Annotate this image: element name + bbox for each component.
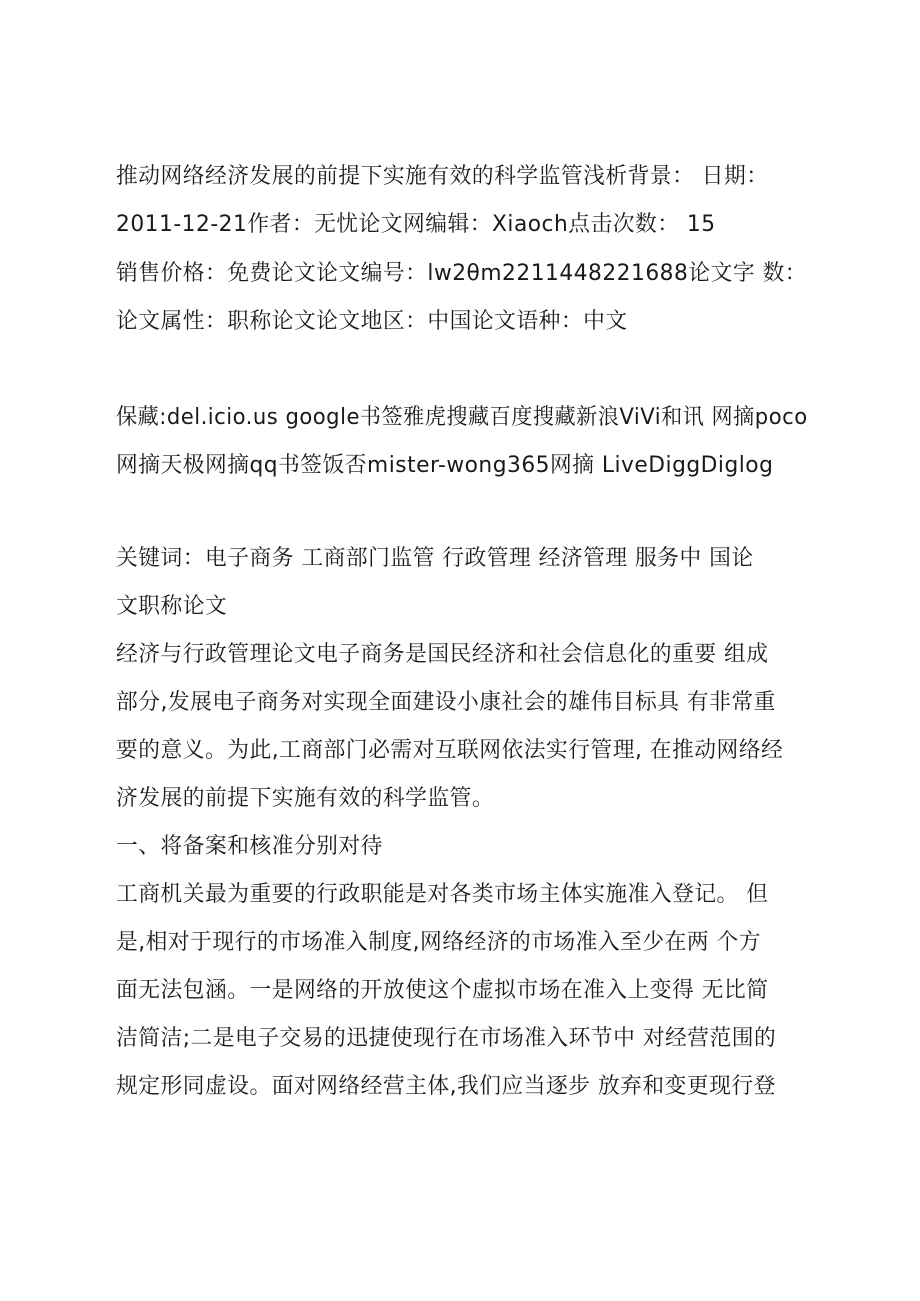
header-line-date-author: 2011-12-21作者：无忧论文网编辑：Xiaoch点击次数： 15	[116, 212, 716, 237]
keywords-line: 文职称论文	[116, 594, 228, 619]
paragraph-line: 工商机关最为重要的行政职能是对各类市场主体实施准入登记。 但	[116, 882, 769, 907]
paragraph-line: 部分,发展电子商务对实现全面建设小康社会的雄伟目标具 有非常重	[116, 690, 776, 715]
paragraph-line: 是,相对于现行的市场准入制度,网络经济的市场准入至少在两 个方	[116, 930, 762, 955]
header-line-title: 推动网络经济发展的前提下实施有效的科学监管浅析背景： 日期：	[116, 164, 769, 189]
paragraph-line: 规定形同虚设。面对网络经营主体,我们应当逐步 放弃和变更现行登	[116, 1074, 776, 1099]
paragraph-line: 洁简洁;二是电子交易的迅捷使现行在市场准入环节中 对经营范围的	[116, 1026, 777, 1051]
paragraph-line: 要的意义。为此,工商部门必需对互联网依法实行管理, 在推动网络经	[116, 738, 784, 763]
section-heading: 一、将备案和核准分别对待	[116, 834, 383, 859]
paragraph-line: 面无法包涵。一是网络的开放使这个虚拟市场在准入上变得 无比简	[116, 978, 769, 1003]
header-line-attributes: 论文属性：职称论文论文地区：中国论文语种：中文	[116, 309, 628, 334]
bookmark-line: 保藏:del.icio.us google书签雅虎搜藏百度搜藏新浪ViVi和讯 网摘poco	[116, 405, 808, 430]
keywords-line: 关键词：电子商务 工商部门监管 行政管理 经济管理 服务中 国论	[116, 546, 754, 571]
header-line-price-id: 销售价格：免费论文论文编号：lw2θm2211448221688论文字 数：	[116, 261, 807, 286]
paragraph-line: 经济与行政管理论文电子商务是国民经济和社会信息化的重要 组成	[116, 642, 769, 667]
paragraph-line: 济发展的前提下实施有效的科学监管。	[116, 786, 495, 811]
bookmark-line: 网摘天极网摘qq书签饭否mister-wong365网摘 LiveDiggDiglog	[116, 453, 774, 478]
